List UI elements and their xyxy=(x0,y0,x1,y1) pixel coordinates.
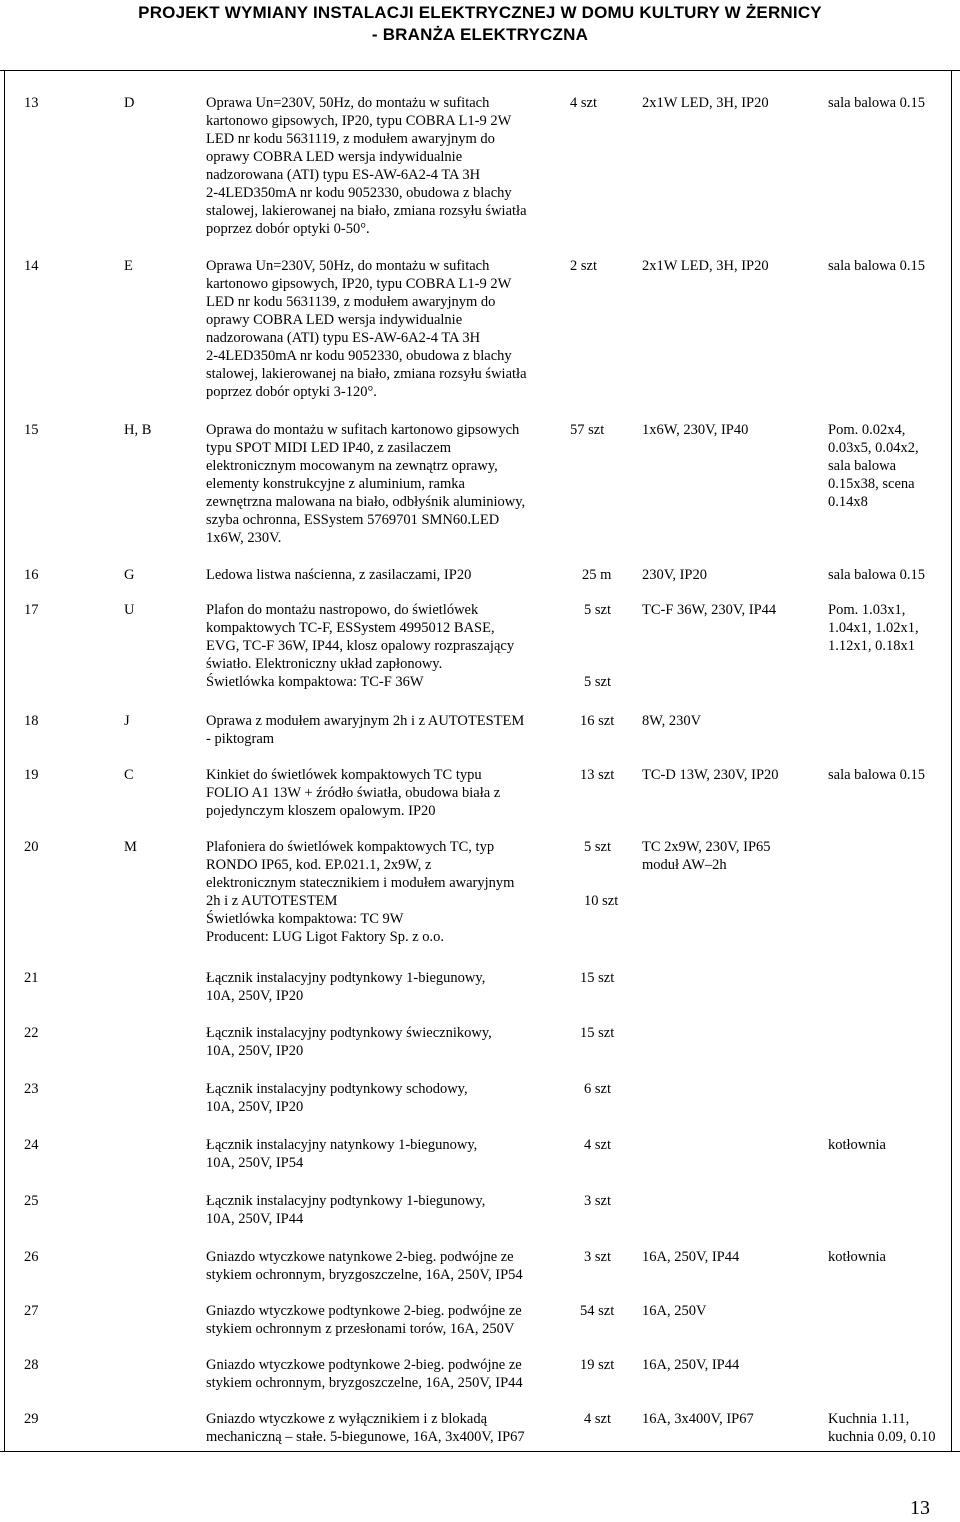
row-parameters: 16A, 250V xyxy=(642,1303,707,1319)
row-symbol: D xyxy=(124,95,135,111)
row-quantity: 54 szt xyxy=(580,1303,615,1319)
row-number: 17 xyxy=(24,602,39,618)
row-description: Łącznik instalacyjny podtynkowy schodowy, 10A, 250V, IP20 xyxy=(206,1081,468,1115)
row-location: sala balowa 0.15 xyxy=(828,258,926,274)
row-symbol: H, B xyxy=(124,422,152,438)
row-number: 26 xyxy=(24,1249,39,1265)
row-quantity: 15 szt xyxy=(580,970,615,986)
row-location: Pom. 0.02x4, 0.03x5, 0.04x2, sala balowa 0.15x38, scena 0.14x8 xyxy=(828,422,919,510)
row-quantity: 19 szt xyxy=(580,1357,615,1373)
table-left-border xyxy=(4,70,5,1451)
row-parameters: 2x1W LED, 3H, IP20 xyxy=(642,258,769,274)
row-symbol: G xyxy=(124,567,135,583)
row-description: Oprawa Un=230V, 50Hz, do montażu w sufitach kartonowo gipsowych, IP20, typu COBRA L1-9 2W LED nr kodu 5631139, z modułem awaryjnym do oprawy COBRA LED wersja indywidualnie nadzorowana (ATI) typu ES-AW-6A2-4 TA 3H 2-4LED350mA nr kodu 9052330, obudowa z blachy stalowej, lakierowanej na biało, zmiana rozsyłu światła poprzez dobór optyki 3-120°. xyxy=(206,258,527,400)
row-number: 24 xyxy=(24,1137,39,1153)
row-description: Plafon do montażu nastropowo, do świetlówek kompaktowych TC-F, ESSystem 4995012 BASE, EVG, TC-F 36W, IP44, klosz opalowy rozpraszający światło. Elektroniczny układ zapłonowy. Świetlówka kompaktowa: TC-F 36W xyxy=(206,602,515,690)
row-quantity: 15 szt xyxy=(580,1025,615,1041)
row-number: 28 xyxy=(24,1357,39,1373)
table-right-border xyxy=(951,70,952,1451)
row-number: 23 xyxy=(24,1081,39,1097)
row-parameters: 230V, IP20 xyxy=(642,567,707,583)
row-description: Plafoniera do świetlówek kompaktowych TC, typ RONDO IP65, kod. EP.021.1, 2x9W, z elektronicznym statecznikiem i modułem awaryjnym 2h i z AUTOTESTEM Świetlówka kompaktowa: TC 9W Producent: LUG Ligot Faktory Sp. z o.o. xyxy=(206,839,515,945)
row-description: Ledowa listwa naścienna, z zasilaczami, IP20 xyxy=(206,567,472,583)
row-location: sala balowa 0.15 xyxy=(828,567,926,583)
row-description: Gniazdo wtyczkowe natynkowe 2-bieg. podwójne ze stykiem ochronnym, bryzgoszczelne, 16A, 250V, IP54 xyxy=(206,1249,523,1283)
row-parameters: 16A, 250V, IP44 xyxy=(642,1357,740,1373)
row-quantity: 5 szt 5 szt xyxy=(584,602,611,690)
row-symbol: U xyxy=(124,602,135,618)
table-bottom-border xyxy=(0,1451,960,1452)
row-location: kotłownia xyxy=(828,1137,886,1153)
row-symbol: J xyxy=(124,713,130,729)
row-location: kotłownia xyxy=(828,1249,886,1265)
row-quantity: 5 szt 10 szt xyxy=(584,839,619,909)
row-location: sala balowa 0.15 xyxy=(828,767,926,783)
row-description: Łącznik instalacyjny podtynkowy 1-biegunowy, 10A, 250V, IP44 xyxy=(206,1193,486,1227)
row-parameters: 1x6W, 230V, IP40 xyxy=(642,422,749,438)
header-title: PROJEKT WYMIANY INSTALACJI ELEKTRYCZNEJ W DOMU KULTURY W ŻERNICY xyxy=(138,3,822,22)
row-quantity: 25 m xyxy=(582,567,612,583)
row-number: 21 xyxy=(24,970,39,986)
row-quantity: 4 szt xyxy=(584,1411,611,1427)
row-description: Oprawa Un=230V, 50Hz, do montażu w sufitach kartonowo gipsowych, IP20, typu COBRA L1-9 2W LED nr kodu 5631119, z modułem awaryjnym do oprawy COBRA LED wersja indywidualnie nadzorowana (ATI) typu ES-AW-6A2-4 TA 3H 2-4LED350mA nr kodu 9052330, obudowa z blachy stalowej, lakierowanej na biało, zmiana rozsyłu światła poprzez dobór optyki 0-50°. xyxy=(206,95,527,237)
row-quantity: 4 szt xyxy=(570,95,597,111)
row-number: 27 xyxy=(24,1303,39,1319)
row-description: Łącznik instalacyjny natynkowy 1-biegunowy, 10A, 250V, IP54 xyxy=(206,1137,478,1171)
row-description: Gniazdo wtyczkowe z wyłącznikiem i z blokadą mechaniczną – stałe. 5-biegunowe, 16A, 3x400V, IP67 xyxy=(206,1411,525,1445)
row-quantity: 16 szt xyxy=(580,713,615,729)
table-top-border xyxy=(0,70,960,71)
row-description: Gniazdo wtyczkowe podtynkowe 2-bieg. podwójne ze stykiem ochronnym, bryzgoszczelne, 16A, 250V, IP44 xyxy=(206,1357,523,1391)
row-number: 22 xyxy=(24,1025,39,1041)
row-description: Oprawa do montażu w sufitach kartonowo gipsowych typu SPOT MIDI LED IP40, z zasilaczem elektronicznym mocowanym na zewnątrz oprawy, elementy konstrukcyjne z aluminium, ramka zewnętrzna malowana na biało, odbłyśnik aluminiowy, szyba ochronna, ESSystem 5769701 SMN60.LED 1x6W, 230V. xyxy=(206,422,526,546)
row-description: Łącznik instalacyjny podtynkowy świecznikowy, 10A, 250V, IP20 xyxy=(206,1025,492,1059)
row-number: 29 xyxy=(24,1411,39,1427)
row-description: Oprawa z modułem awaryjnym 2h i z AUTOTESTEM - piktogram xyxy=(206,713,525,747)
row-parameters: TC-D 13W, 230V, IP20 xyxy=(642,767,779,783)
row-symbol: C xyxy=(124,767,134,783)
row-parameters: 2x1W LED, 3H, IP20 xyxy=(642,95,769,111)
row-location: Pom. 1.03x1, 1.04x1, 1.02x1, 1.12x1, 0.18x1 xyxy=(828,602,919,654)
row-quantity: 2 szt xyxy=(570,258,597,274)
page-number: 13 xyxy=(910,1497,930,1519)
document-header xyxy=(0,2,960,46)
row-number: 18 xyxy=(24,713,39,729)
header-subtitle: - BRANŻA ELEKTRYCZNA xyxy=(371,25,589,44)
row-description: Łącznik instalacyjny podtynkowy 1-biegunowy, 10A, 250V, IP20 xyxy=(206,970,486,1004)
row-parameters: 16A, 3x400V, IP67 xyxy=(642,1411,754,1427)
row-parameters: 16A, 250V, IP44 xyxy=(642,1249,740,1265)
row-description: Gniazdo wtyczkowe podtynkowe 2-bieg. podwójne ze stykiem ochronnym z przesłonami torów, 16A, 250V xyxy=(206,1303,522,1337)
row-location: sala balowa 0.15 xyxy=(828,95,926,111)
row-location: Kuchnia 1.11, kuchnia 0.09, 0.10 xyxy=(828,1411,936,1445)
row-number: 20 xyxy=(24,839,39,855)
row-parameters: TC-F 36W, 230V, IP44 xyxy=(642,602,777,618)
row-quantity: 57 szt xyxy=(570,422,605,438)
row-number: 25 xyxy=(24,1193,39,1209)
row-symbol: E xyxy=(124,258,133,274)
row-number: 16 xyxy=(24,567,39,583)
row-parameters: 8W, 230V xyxy=(642,713,702,729)
row-number: 14 xyxy=(24,258,39,274)
row-number: 15 xyxy=(24,422,39,438)
row-parameters: TC 2x9W, 230V, IP65 moduł AW–2h xyxy=(642,839,771,873)
row-quantity: 6 szt xyxy=(584,1081,611,1097)
row-quantity: 3 szt xyxy=(584,1193,611,1209)
row-number: 19 xyxy=(24,767,39,783)
row-number: 13 xyxy=(24,95,39,111)
row-symbol: M xyxy=(124,839,137,855)
row-description: Kinkiet do świetlówek kompaktowych TC typu FOLIO A1 13W + źródło światła, obudowa biała z pojedynczym kloszem opalowym. IP20 xyxy=(206,767,501,819)
row-quantity: 4 szt xyxy=(584,1137,611,1153)
row-quantity: 3 szt xyxy=(584,1249,611,1265)
row-quantity: 13 szt xyxy=(580,767,615,783)
